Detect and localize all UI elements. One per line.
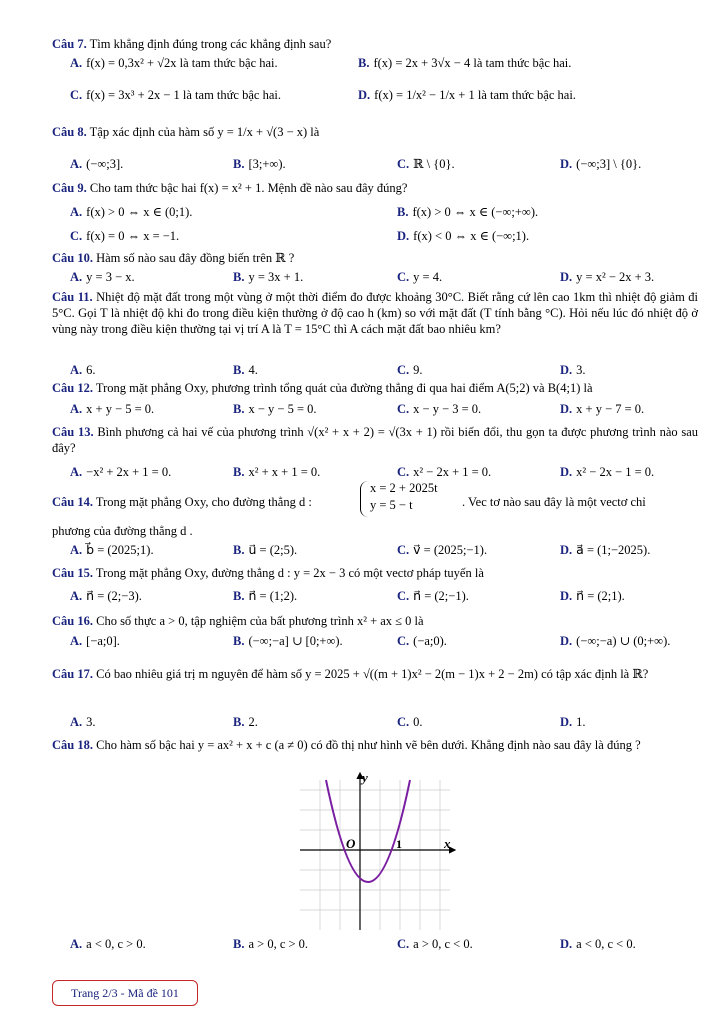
option-c[interactable]: C. (−a;0). (397, 634, 447, 648)
option-d[interactable]: D. y = x² − 2x + 3. (560, 270, 655, 284)
option-d[interactable]: D. a < 0, c < 0. (560, 937, 636, 951)
question-text: Trong mặt phẳng Oxy, cho đường thẳng d : (95, 495, 312, 509)
option-a[interactable]: A. x + y − 5 = 0. (70, 402, 155, 416)
question-number: Câu 11. (52, 290, 93, 304)
question-number: Câu 17. (52, 667, 93, 681)
option-d[interactable]: D. 1. (560, 715, 586, 729)
question-text: Nhiệt độ mặt đất trong một vùng ở một thời điểm đo được khoảng 30°C. Biết rằng cứ lên cao 1km thì nhiệt độ giảm đi 5°C. Gọi T là nhiệt độ khi đo trong điều kiện thường ở độ cao h (km) so với mặt đất (T tính bằng °C). Hỏi nếu lúc đó nhiệt độ ở vùng này trong điều kiện thường tại vị trí A là T = 15°C thì A cách mặt đất bao nhiêu km? (52, 290, 699, 336)
option-c[interactable]: C. ℝ \ {0}. (397, 157, 455, 171)
question-text: Cho hàm số bậc hai y = ax² + x + c (a ≠ 0) có đồ thị như hình vẽ bên dưới. Khẳng định nào sau đây là đúng ? (96, 738, 641, 752)
option-d[interactable]: D. n⃗ = (2;1). (560, 589, 625, 603)
question-text: Có bao nhiêu giá trị m nguyên để hàm số y = 2025 + √((m + 1)x² − 2(m − 1)x + 2 − 2m) có tập xác định là ℝ? (96, 667, 649, 681)
options-row (70, 587, 700, 605)
question-number: Câu 13. (52, 425, 94, 439)
option-a[interactable]: A. (−∞;3]. (70, 157, 124, 171)
option-b[interactable]: B. (−∞;−a] ∪ [0;+∞). (233, 634, 343, 648)
option-a[interactable]: A. −x² + 2x + 1 = 0. (70, 465, 172, 479)
option-c[interactable]: C. x − y − 3 = 0. (397, 402, 482, 416)
option-c[interactable]: C. v⃗ = (2025;−1). (397, 543, 488, 557)
option-a[interactable]: A. b⃗ = (2025;1). (70, 543, 154, 557)
parabola-graph (300, 770, 460, 930)
option-b[interactable]: B. f(x) = 2x + 3√x − 4 là tam thức bậc hai. (358, 56, 572, 70)
question-number: Câu 14. (52, 495, 93, 509)
option-a[interactable]: A. 6. (70, 363, 96, 377)
option-c[interactable]: C. f(x) = 3x³ + 2x − 1 là tam thức bậc hai. (70, 88, 281, 102)
option-b[interactable]: B. f(x) > 0 ⇔ x ∈ (−∞;+∞). (397, 205, 539, 219)
question-16 (52, 613, 698, 629)
question-number: Câu 15. (52, 566, 93, 580)
question-8 (52, 124, 698, 140)
question-text: Cho tam thức bậc hai f(x) = x² + 1. Mệnh đề nào sau đây đúng? (89, 181, 408, 195)
option-a[interactable]: A. n⃗ = (2;−3). (70, 589, 142, 603)
options-row (70, 155, 700, 173)
system-brace (360, 481, 368, 517)
option-b[interactable]: B. x² + x + 1 = 0. (233, 465, 321, 479)
option-c[interactable]: C. 9. (397, 363, 423, 377)
question-text: Trong mặt phẳng Oxy, đường thẳng d : y = 2x − 3 có một vectơ pháp tuyến là (95, 566, 484, 580)
option-b[interactable]: B. x − y − 5 = 0. (233, 402, 317, 416)
option-a[interactable]: A. f(x) = 0,3x² + √2x là tam thức bậc hai. (70, 56, 278, 70)
option-b[interactable]: B. 2. (233, 715, 258, 729)
option-d[interactable]: D. f(x) < 0 ⇔ x ∈ (−∞;1). (397, 229, 530, 243)
option-d[interactable]: D. a⃗ = (1;−2025). (560, 543, 651, 557)
question-text: Bình phương cả hai vế của phương trình √(x² + x + 2) = √(3x + 1) rồi biến đổi, thu gọn ta được phương trình nào sau đây? (52, 425, 699, 455)
question-11 (52, 289, 698, 337)
option-d[interactable]: D. x² − 2x − 1 = 0. (560, 465, 655, 479)
equation-system (370, 480, 438, 514)
question-17 (52, 661, 698, 687)
option-b[interactable]: B. n⃗ = (1;2). (233, 589, 298, 603)
option-a[interactable]: A. f(x) > 0 ⇔ x ∈ (0;1). (70, 205, 193, 219)
question-text: Tìm khẳng định đúng trong các khẳng định sau? (89, 37, 332, 51)
options-row (70, 361, 700, 379)
option-d[interactable]: D. x + y − 7 = 0. (560, 402, 645, 416)
tick-label-1: 1 (396, 837, 402, 851)
option-d[interactable]: D. (−∞;−a) ∪ (0;+∞). (560, 634, 671, 648)
option-c[interactable]: C. x² − 2x + 1 = 0. (397, 465, 492, 479)
options-row (70, 713, 700, 731)
options-row (70, 463, 700, 481)
option-a[interactable]: A. 3. (70, 715, 96, 729)
options-row (70, 227, 700, 245)
option-c[interactable]: C. a > 0, c < 0. (397, 937, 473, 951)
options-row (70, 268, 700, 286)
option-d[interactable]: D. f(x) = 1/x² − 1/x + 1 là tam thức bậc hai. (358, 88, 576, 102)
option-a[interactable]: A. [−a;0]. (70, 634, 120, 648)
options-row (70, 935, 700, 953)
option-c[interactable]: C. 0. (397, 715, 423, 729)
option-d[interactable]: D. 3. (560, 363, 586, 377)
option-a[interactable]: A. y = 3 − x. (70, 270, 135, 284)
grid (300, 780, 450, 930)
option-d[interactable]: D. (−∞;3] \ {0}. (560, 157, 642, 171)
question-13 (52, 424, 698, 456)
option-c[interactable]: C. y = 4. (397, 270, 443, 284)
system-line-2: y = 5 − t (370, 498, 413, 512)
question-number: Câu 8. (52, 125, 87, 139)
option-b[interactable]: B. [3;+∞). (233, 157, 286, 171)
option-b[interactable]: B. 4. (233, 363, 258, 377)
option-b[interactable]: B. y = 3x + 1. (233, 270, 304, 284)
question-15 (52, 565, 698, 581)
question-text: Hàm số nào sau đây đồng biến trên ℝ ? (96, 251, 295, 265)
question-7 (52, 36, 698, 52)
options-row (70, 54, 700, 72)
question-text: Tập xác định của hàm số y = 1/x + √(3 − x) là (89, 125, 320, 139)
options-row (70, 632, 700, 650)
page-footer: Trang 2/3 - Mã đề 101 (52, 980, 198, 1006)
y-axis-label: y (362, 770, 368, 785)
question-number: Câu 16. (52, 614, 93, 628)
option-c[interactable]: C. f(x) = 0 ⇔ x = −1. (70, 229, 180, 243)
option-b[interactable]: B. a > 0, c > 0. (233, 937, 309, 951)
question-number: Câu 7. (52, 37, 87, 51)
options-row (70, 203, 700, 221)
question-text: Cho số thực a > 0, tập nghiệm của bất phương trình x² + ax ≤ 0 là (96, 614, 424, 628)
question-text-line2: phương của đường thẳng d . (52, 524, 193, 538)
question-number: Câu 18. (52, 738, 93, 752)
origin-label: O (346, 836, 356, 851)
question-text-cont: . Vec tơ nào sau đây là một vectơ chỉ (462, 495, 646, 509)
system-line-1: x = 2 + 2025t (370, 481, 438, 495)
question-number: Câu 10. (52, 251, 93, 265)
option-c[interactable]: C. n⃗ = (2;−1). (397, 589, 469, 603)
parabola-curve (326, 780, 410, 882)
question-18 (52, 735, 698, 755)
question-number: Câu 9. (52, 181, 87, 195)
question-9 (52, 180, 698, 196)
options-row (70, 400, 700, 418)
option-a[interactable]: A. a < 0, c > 0. (70, 937, 146, 951)
question-text: Trong mặt phẳng Oxy, phương trình tổng quát của đường thẳng đi qua hai điểm A(5;2) và B(4;1) là (95, 381, 593, 395)
x-axis-label: x (444, 836, 451, 851)
options-row (70, 86, 700, 104)
options-row (70, 541, 700, 559)
question-10 (52, 250, 698, 266)
question-number: Câu 12. (52, 381, 93, 395)
option-b[interactable]: B. u⃗ = (2;5). (233, 543, 298, 557)
question-12 (52, 380, 698, 396)
